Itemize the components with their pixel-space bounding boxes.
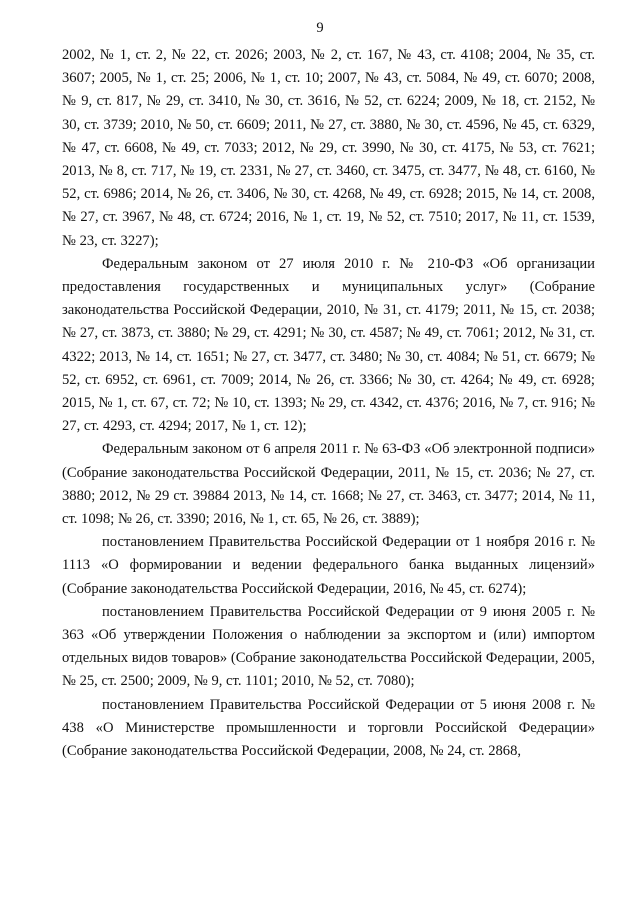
paragraph-federal-law-210: Федеральным законом от 27 июля 2010 г. № 210-ФЗ «Об организации предоставления государственных и муниципальных услуг» (Собрание законодательства Российской Федерации, 2010, № 31, ст. 4179; 2011, № 15, ст. 2038; № 27, ст. 3873, ст. 3880; № 29, ст. 4291; № 30, ст. 4587; № 49, ст. 7061; 2012, № 31, ст. 4322; 2013, № 14, ст. 1651; № 27, ст. 3477, ст. 3480; № 30, ст. 4084; № 51, ст. 6679; № 52, ст. 6952, ст. 6961, ст. 7009; 2014, № 26, ст. 3366; № 30, ст. 4264; № 49, ст. 6928; 2015, № 1, ст. 67, ст. 72; № 10, ст. 1393; № 29, ст. 4342, ст. 4376; 2016, № 7, ст. 916; № 27, ст. 4293, ст. 4294; 2017, № 1, ст. 12); — [62, 255, 595, 435]
paragraph-resolution-1113: постановлением Правительства Российской Федерации от 1 ноября 2016 г. № 1113 «О формировании и ведении федерального банка выданных лицензий» (Собрание законодательства Российской Федерации, 2016, № 45, ст. 6274); — [62, 534, 595, 597]
document-body — [62, 44, 595, 763]
paragraph-resolution-438: постановлением Правительства Российской Федерации от 5 июня 2008 г. № 438 «О Министерстве промышленности и торговли Российской Федерации» (Собрание законодательства Российской Федерации, 2008, № 24, ст. 2868, — [62, 696, 595, 760]
paragraph-citation-continuation: 2002, № 1, ст. 2, № 22, ст. 2026; 2003, № 2, ст. 167, № 43, ст. 4108; 2004, № 35, ст. 3607; 2005, № 1, ст. 25; 2006, № 1, ст. 10; 2007, № 43, ст. 5084, № 49, ст. 6070; 2008, № 9, ст. 817, № 29, ст. 3410, № 30, ст. 3616, № 52, ст. 6224; 2009, № 18, ст. 2152, № 30, ст. 3739; 2010, № 50, ст. 6609; 2011, № 27, ст. 3880, № 30, ст. 4596, № 45, ст. 6329, № 47, ст. 6608, № 49, ст. 7033; 2012, № 29, ст. 3990, № 30, ст. 4175, № 53, ст. 7621; 2013, № 8, ст. 717, № 19, ст. 2331, № 27, ст. 3460, ст. 3475, ст. 3477, № 48, ст. 6160, № 52, ст. 6986; 2014, № 26, ст. 3406, № 30, ст. 4268, № 49, ст. 6928; 2015, № 14, ст. 2008, № 27, ст. 3967, № 48, ст. 6724; 2016, № 1, ст. 19, № 52, ст. 7510; 2017, № 11, ст. 1539, № 23, ст. 3227); — [62, 47, 595, 249]
paragraph-federal-law-63: Федеральным законом от 6 апреля 2011 г. № 63-ФЗ «Об электронной подписи» (Собрание законодательства Российской Федерации, 2011, № 15, ст. 2036; № 27, ст. 3880; 2012, № 29 ст. 39884 2013, № 14, ст. 1668; № 27, ст. 3463, ст. 3477; 2014, № 11, ст. 1098; № 26, ст. 3390; 2016, № 1, ст. 65, № 26, ст. 3889); — [62, 441, 595, 528]
paragraph-resolution-363: постановлением Правительства Российской Федерации от 9 июня 2005 г. № 363 «Об утверждении Положения о наблюдении за экспортом и (или) импортом отдельных видов товаров» (Собрание законодательства Российской Федерации, 2005, № 25, ст. 2500; 2009, № 9, ст. 1101; 2010, № 52, ст. 7080); — [62, 603, 595, 690]
page-number: 9 — [316, 20, 324, 36]
